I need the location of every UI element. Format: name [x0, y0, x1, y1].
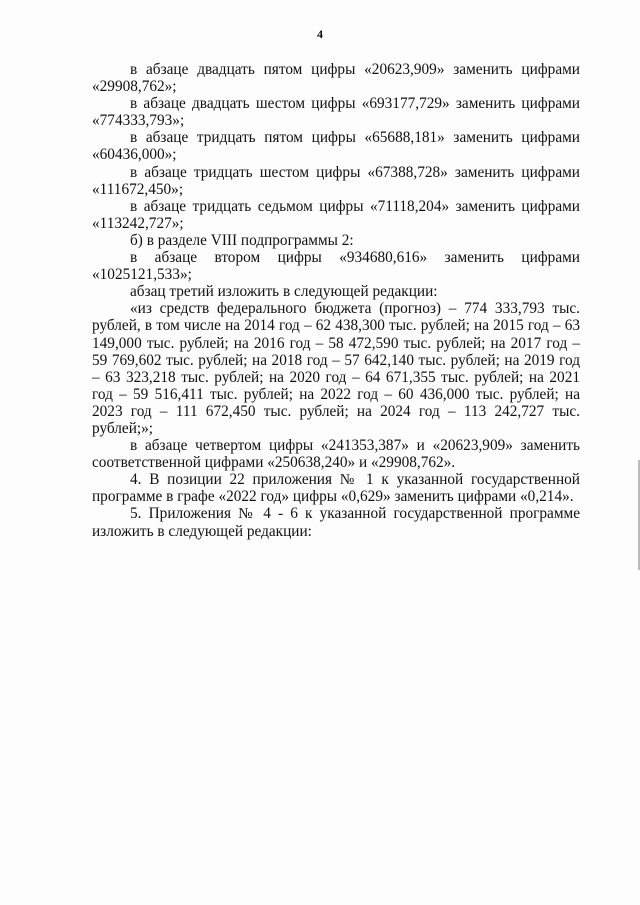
paragraph-amend-35: в абзаце тридцать пятом цифры «65688,181» заменить цифрами «60436,000»;: [92, 129, 580, 164]
paragraph-amend-second: в абзаце втором цифры «934680,616» заменить цифрами «1025121,533»;: [92, 249, 580, 284]
paragraph-item-4: 4. В позиции 22 приложения № 1 к указанной государственной программе в графе «2022 год» цифры «0,629» заменить цифрами «0,214».: [92, 471, 580, 506]
paragraph-third-intro: абзац третий изложить в следующей редакции:: [130, 283, 438, 301]
page-number: 4: [317, 27, 323, 41]
paragraph-section-viii: б) в разделе VIII подпрограммы 2:: [130, 231, 354, 249]
paragraph-item-5: 5. Приложения № 4 - 6 к указанной государственной программе изложить в следующей редакции:: [92, 505, 580, 540]
document-body: [92, 61, 580, 540]
paragraph-amend-25: в абзаце двадцать пятом цифры «20623,909» заменить цифрами «29908,762»;: [92, 61, 580, 96]
paragraph-amend-26: в абзаце двадцать шестом цифры «693177,729» заменить цифрами «774333,793»;: [92, 95, 580, 130]
paragraph-amend-37: в абзаце тридцать седьмом цифры «71118,204» заменить цифрами «113242,727»;: [92, 197, 580, 232]
paragraph-amend-36: в абзаце тридцать шестом цифры «67388,728» заменить цифрами «111672,450»;: [92, 163, 580, 198]
paragraph-amend-fourth: в абзаце четвертом цифры «241353,387» и «20623,909» заменить соответственной цифрами «250638,240» и «29908,762».: [92, 437, 580, 472]
paragraph-federal-budget: «из средств федерального бюджета (прогноз) – 774 333,793 тыс. рублей, в том числе на 2014 год – 62 438,300 тыс. рублей; на 2015 год – 63 149,000 тыс. рублей; на 2016 год – 58 472,590 тыс. рублей; на 2017 год – 59 769,602 тыс. рублей; на 2018 год – 57 642,140 тыс. рублей; на 2019 год – 63 323,218 тыс. рублей; на 2020 год – 64 671,355 тыс. рублей; на 2021 год – 59 516,411 тыс. рублей; на 2022 год – 60 436,000 тыс. рублей; на 2023 год – 111 672,450 тыс. рублей; на 2024 год – 113 242,727 тыс. рублей;»;: [92, 300, 580, 437]
